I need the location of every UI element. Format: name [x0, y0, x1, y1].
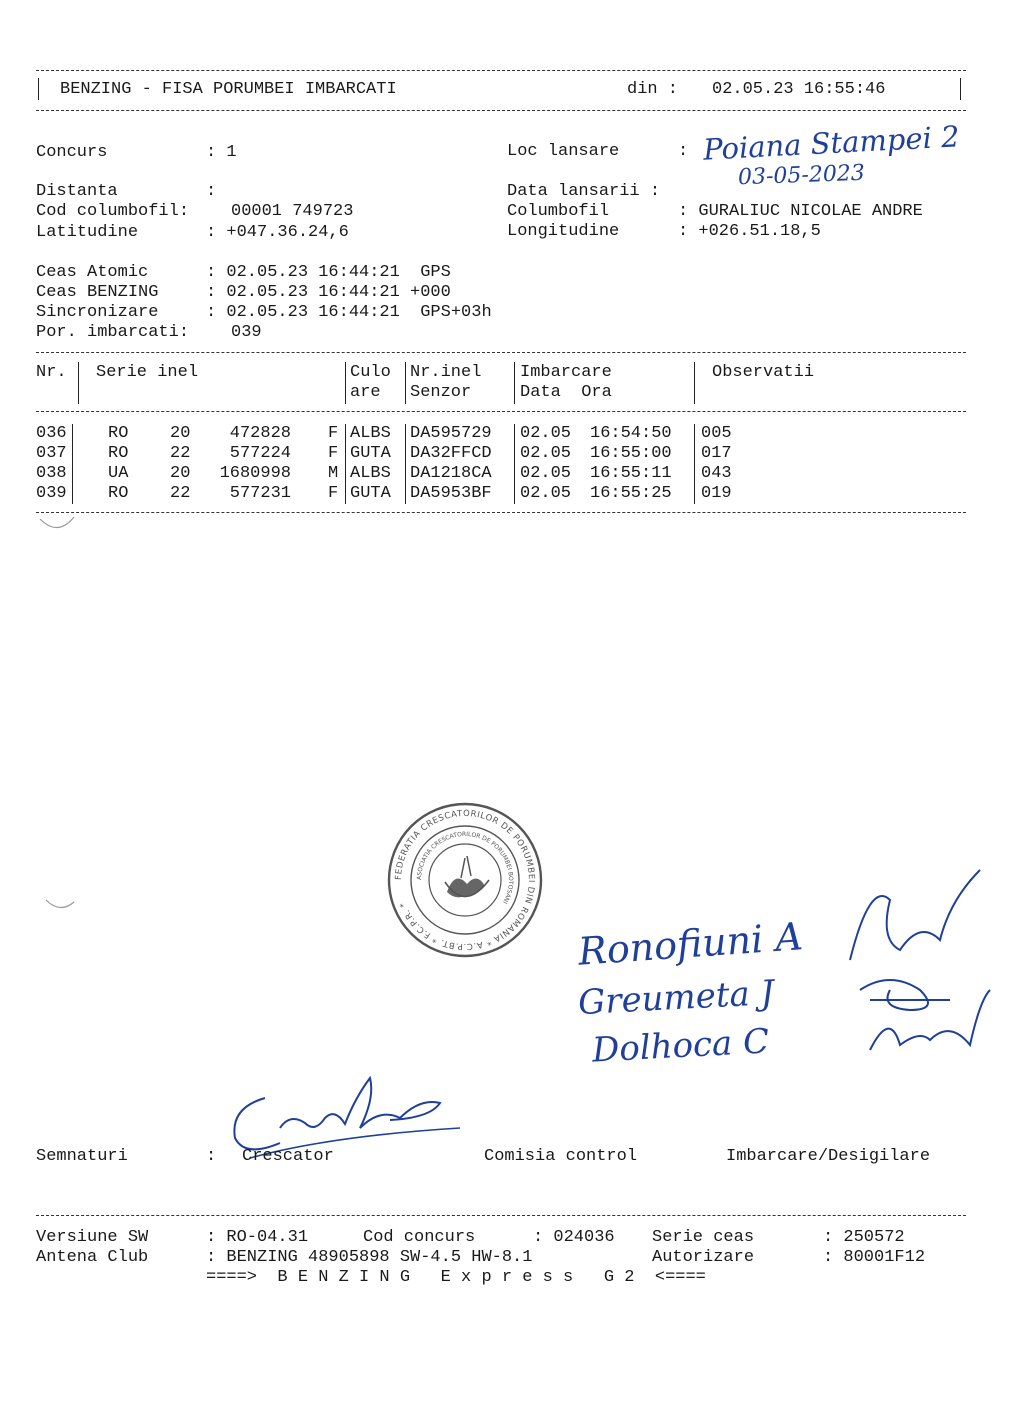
table-row-an: 20 — [170, 424, 191, 443]
latitudine-value: : +047.36.24,6 — [206, 223, 349, 242]
table-row-nr: 037 — [36, 444, 67, 463]
table-row-an: 22 — [170, 484, 191, 503]
header-left-bar — [38, 78, 39, 100]
table-row-tara: UA — [108, 464, 129, 483]
col-header-nr: Nr. — [36, 363, 67, 382]
table-row-culoare: ALBS — [350, 464, 391, 483]
table-row-obs: 005 — [701, 424, 732, 443]
cod-concurs-label: Cod concurs — [363, 1228, 476, 1247]
versiune-sw-value: : RO-04.31 — [206, 1228, 309, 1247]
col-header-culoare-2: are — [350, 383, 381, 402]
row-sep-2 — [345, 424, 346, 504]
sincronizare-label: Sincronizare — [36, 303, 159, 322]
handwritten-name-3: Dolhoca C — [591, 1021, 771, 1071]
data-lansarii-label: Data lansarii : — [507, 182, 661, 201]
print-date-label: din : — [627, 80, 679, 99]
sincronizare-value: : 02.05.23 16:44:21 GPS+03h — [206, 303, 492, 322]
hdr-sep-3 — [405, 362, 406, 404]
latitudine-label: Latitudine — [36, 223, 139, 242]
print-date-value: 02.05.23 16:55:46 — [712, 80, 886, 99]
hdr-sep-4 — [514, 362, 515, 404]
header-right-bar — [960, 78, 961, 100]
serie-ceas-label: Serie ceas — [652, 1228, 755, 1247]
row-sep-4 — [514, 424, 515, 504]
table-row-data: 02.05 — [520, 484, 572, 503]
table-row-senzor: DA32FFCD — [410, 444, 492, 463]
columbofil-label: Columbofil — [507, 202, 610, 221]
col-header-serie: Serie inel — [96, 363, 199, 382]
por-imbarcati-label: Por. imbarcati: — [36, 323, 190, 342]
table-row-nr: 038 — [36, 464, 67, 483]
concurs-label: Concurs — [36, 143, 108, 162]
table-row-inel: 472828 — [229, 424, 291, 443]
table-top-rule — [36, 352, 966, 353]
semnaturi-label: Semnaturi — [36, 1147, 128, 1166]
ceas-benzing-label: Ceas BENZING — [36, 283, 159, 302]
crescator-label: Crescator — [242, 1147, 334, 1166]
handwritten-loc-lansare: Poiana Stampei 2 — [702, 119, 961, 167]
handwritten-date: 03-05-2023 — [737, 160, 866, 191]
serie-ceas-value: : 250572 — [823, 1228, 905, 1247]
col-header-observatii: Observatii — [712, 363, 815, 382]
table-bottom-rule — [36, 512, 966, 513]
commission-signatures-scribble — [830, 860, 1010, 1060]
table-row-data: 02.05 — [520, 444, 572, 463]
table-header-rule — [36, 411, 966, 412]
autorizare-value: : 80001F12 — [823, 1248, 926, 1267]
antena-club-label: Antena Club — [36, 1248, 149, 1267]
table-row-inel: 577224 — [229, 444, 291, 463]
table-row-sex: F — [328, 484, 339, 503]
table-row-obs: 017 — [701, 444, 732, 463]
table-row-data: 02.05 — [520, 464, 572, 483]
concurs-value: : 1 — [206, 143, 237, 162]
stamp-inner-text: ASOCIATIA CRESCATORILOR DE PORUMBEI BOTOSANI — [415, 830, 515, 905]
handwritten-name-1: Ronofiuni A — [576, 914, 805, 974]
hdr-sep-5 — [694, 362, 695, 404]
table-row-tara: RO — [108, 424, 129, 443]
longitudine-label: Longitudine — [507, 222, 620, 241]
table-row-ora: 16:55:11 — [590, 464, 672, 483]
table-row-nr: 036 — [36, 424, 67, 443]
table-row-obs: 043 — [701, 464, 732, 483]
punch-hole-mark-bottom — [44, 896, 84, 916]
handwritten-name-2: Greumeta J — [577, 972, 776, 1024]
cod-columbofil-label: Cod columbofil: — [36, 202, 190, 221]
table-row-senzor: DA1218CA — [410, 464, 492, 483]
table-row-senzor: DA5953BF — [410, 484, 492, 503]
footer-top-rule — [36, 1215, 966, 1216]
distanta-value: : — [206, 182, 217, 201]
svg-text:FEDERATIA CRESCATORILOR DE POR — [394, 809, 536, 951]
table-row-ora: 16:55:00 — [590, 444, 672, 463]
ceas-atomic-label: Ceas Atomic — [36, 263, 149, 282]
row-sep-1 — [72, 424, 73, 504]
col-header-imbarcare-1: Imbarcare — [520, 363, 612, 382]
table-row-tara: RO — [108, 444, 129, 463]
por-imbarcati-value: 039 — [231, 323, 262, 342]
table-row-data: 02.05 — [520, 424, 572, 443]
punch-hole-mark-top — [38, 515, 78, 535]
col-header-inel-2: Senzor — [410, 383, 472, 402]
table-row-inel: 1680998 — [219, 464, 291, 483]
col-header-imbarcare-2: Data Ora — [520, 383, 612, 402]
ceas-atomic-value: : 02.05.23 16:44:21 GPS — [206, 263, 451, 282]
table-row-culoare: GUTA — [350, 444, 391, 463]
hdr-sep-1 — [78, 362, 79, 404]
table-row-nr: 039 — [36, 484, 67, 503]
table-row-ora: 16:55:25 — [590, 484, 672, 503]
stamp-ring-text: FEDERATIA CRESCATORILOR DE PORUMBEI DIN ROMANIA * A.C.P.BT. * F.C.P.R. * — [393, 808, 537, 952]
table-row-inel: 577231 — [229, 484, 291, 503]
table-row-an: 22 — [170, 444, 191, 463]
versiune-sw-label: Versiune SW — [36, 1228, 149, 1247]
table-row-culoare: ALBS — [350, 424, 391, 443]
col-header-culoare-1: Culo — [350, 363, 391, 382]
loc-lansare-label: Loc lansare — [507, 142, 620, 161]
autorizare-label: Autorizare — [652, 1248, 755, 1267]
semnaturi-colon: : — [206, 1147, 217, 1166]
loc-lansare-colon: : — [678, 142, 689, 161]
imbarcare-desigilare-label: Imbarcare/Desigilare — [726, 1147, 931, 1166]
table-row-an: 20 — [170, 464, 191, 483]
document-title: BENZING - FISA PORUMBEI IMBARCATI — [60, 80, 397, 99]
cod-concurs-value: : 024036 — [533, 1228, 615, 1247]
table-row-senzor: DA595729 — [410, 424, 492, 443]
hdr-sep-2 — [345, 362, 346, 404]
club-stamp — [385, 800, 545, 960]
distanta-label: Distanta — [36, 182, 118, 201]
comisia-control-label: Comisia control — [484, 1147, 638, 1166]
table-row-sex: M — [328, 464, 339, 483]
table-row-culoare: GUTA — [350, 484, 391, 503]
row-sep-5 — [694, 424, 695, 504]
ceas-benzing-value: : 02.05.23 16:44:21 +000 — [206, 283, 451, 302]
antena-club-value: : BENZING 48905898 SW-4.5 HW-8.1 — [206, 1248, 533, 1267]
table-row-tara: RO — [108, 484, 129, 503]
table-row-sex: F — [328, 444, 339, 463]
table-row-sex: F — [328, 424, 339, 443]
table-row-ora: 16:54:50 — [590, 424, 672, 443]
row-sep-3 — [405, 424, 406, 504]
header-bottom-rule — [36, 110, 966, 111]
header-top-rule — [36, 70, 966, 71]
columbofil-value: : GURALIUC NICOLAE ANDRE — [678, 202, 923, 221]
cod-columbofil-value: 00001 749723 — [231, 202, 354, 221]
table-row-obs: 019 — [701, 484, 732, 503]
longitudine-value: : +026.51.18,5 — [678, 222, 821, 241]
benzing-banner: ====> B E N Z I N G E x p r e s s G 2 <==== — [206, 1268, 706, 1287]
col-header-inel-1: Nr.inel — [410, 363, 482, 382]
